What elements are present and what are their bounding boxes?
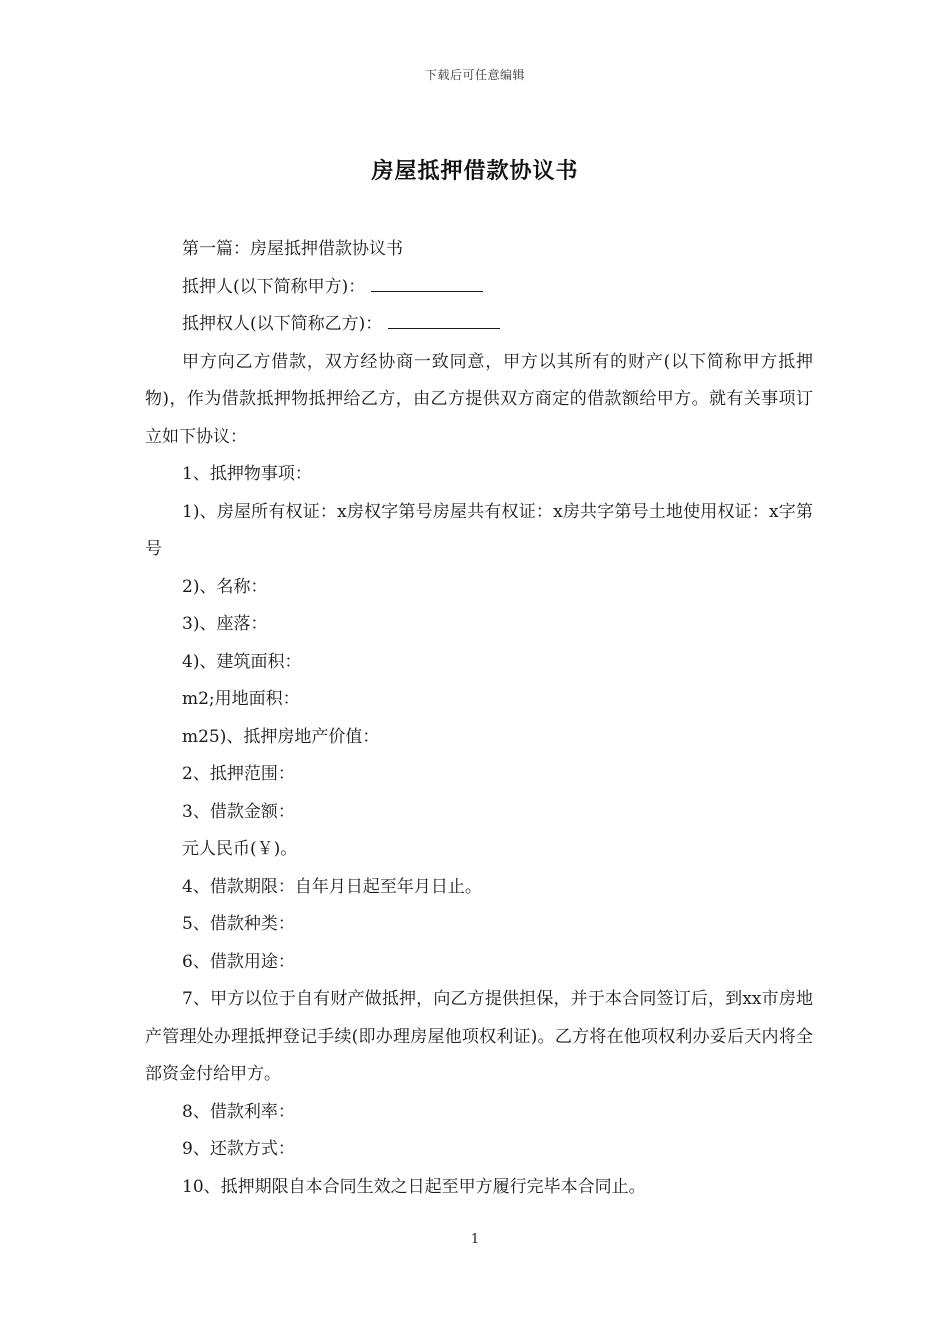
mortgagor-blank <box>371 273 483 292</box>
document-title: 房屋抵押借款协议书 <box>371 158 579 184</box>
clause-1-5: m25)、抵押房地产价值： <box>182 726 380 747</box>
clause-9: 9、还款方式： <box>182 1139 295 1159</box>
page-number: 1 <box>470 1232 480 1247</box>
mortgagor-line <box>145 269 813 307</box>
document-body <box>145 231 813 1206</box>
header-note: 下载后可任意编辑 <box>424 68 525 82</box>
clause-10: 10、抵押期限自本合同生效之日起至甲方履行完毕本合同止。 <box>182 1176 646 1197</box>
clause-6: 6、借款用途： <box>182 951 295 972</box>
clause-1-1: 1)、房屋所有权证：x房权字第号房屋共有权证：x房共字第号土地使用权证：x字第号 <box>145 501 813 559</box>
mortgagor-label: 抵押人(以下简称甲方)： <box>182 276 366 297</box>
clause-1-3: 3)、座落： <box>182 614 268 634</box>
mortgagee-blank <box>388 310 500 329</box>
section-heading: 第一篇：房屋抵押借款协议书 <box>182 239 403 259</box>
mortgagee-label: 抵押权人(以下简称乙方)： <box>182 314 383 334</box>
clause-7: 7、甲方以位于自有财产做抵押，向乙方提供担保，并于本合同签订后，到xx市房地产管理处办理抵押登记手续(即办理房屋他项权利证)。乙方将在他项权利办妥后天内将全部资金付给甲方。 <box>145 989 813 1084</box>
clause-2: 2、抵押范围： <box>182 764 295 784</box>
land-area-line: m2;用地面积： <box>182 689 300 709</box>
preamble-paragraph: 甲方向乙方借款，双方经协商一致同意，甲方以其所有的财产(以下简称甲方抵押物)，作为借款抵押物抵押给乙方，由乙方提供双方商定的借款额给甲方。就有关事项订立如下协议： <box>145 351 813 447</box>
mortgagee-line <box>145 306 813 344</box>
clause-3: 3、借款金额： <box>182 801 295 822</box>
loan-currency-line: 元人民币(￥)。 <box>182 839 298 859</box>
clause-4: 4、借款期限：自年月日起至年月日止。 <box>182 876 482 897</box>
clause-1: 1、抵押物事项： <box>182 464 312 484</box>
clause-8: 8、借款利率： <box>182 1101 295 1122</box>
clause-1-2: 2)、名称： <box>182 576 268 597</box>
clause-1-4: 4)、建筑面积： <box>182 651 302 672</box>
clause-5: 5、借款种类： <box>182 914 295 934</box>
